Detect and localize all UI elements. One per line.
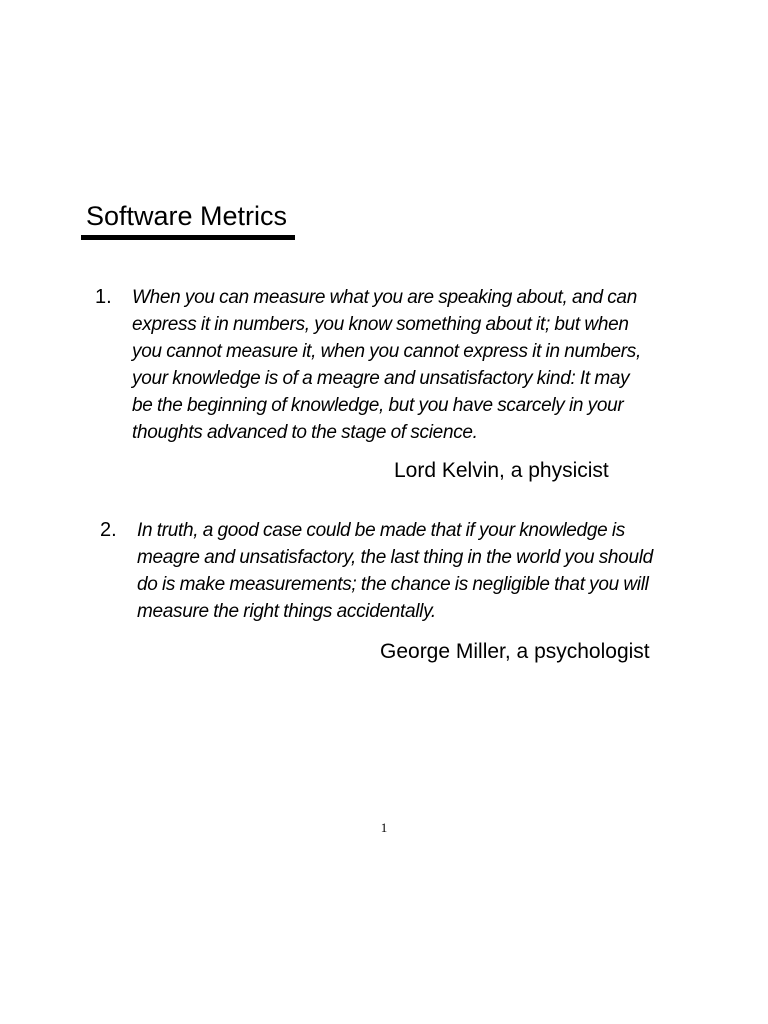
quote-1-attribution: Lord Kelvin, a physicist — [394, 459, 609, 482]
quote-1-number: 1. — [95, 286, 112, 308]
quote-1-line: When you can measure what you are speaking about, and can — [132, 287, 637, 308]
quote-2-text — [137, 517, 653, 625]
quote-2-line: measure the right things accidentally. — [137, 601, 436, 622]
quote-1-line: you cannot measure it, when you cannot express it in numbers, — [132, 341, 641, 362]
quote-1-line: be the beginning of knowledge, but you have scarcely in your — [132, 395, 624, 416]
title-underline — [81, 235, 295, 240]
quote-2-line: In truth, a good case could be made that if your knowledge is — [137, 520, 625, 541]
quote-1-line: express it in numbers, you know something about it; but when — [132, 314, 629, 335]
page-title: Software Metrics — [86, 201, 288, 231]
quote-2-attribution: George Miller, a psychologist — [380, 640, 650, 663]
quote-2-line: meagre and unsatisfactory, the last thing in the world you should — [137, 547, 653, 568]
quote-2-line: do is make measurements; the chance is negligible that you will — [137, 574, 649, 595]
page-number: 1 — [380, 820, 388, 835]
quote-2-number: 2. — [100, 519, 117, 541]
quote-1-line: your knowledge is of a meagre and unsatisfactory kind: It may — [132, 368, 630, 389]
quote-1-text — [132, 284, 641, 446]
quote-1-line: thoughts advanced to the stage of science. — [132, 422, 478, 443]
